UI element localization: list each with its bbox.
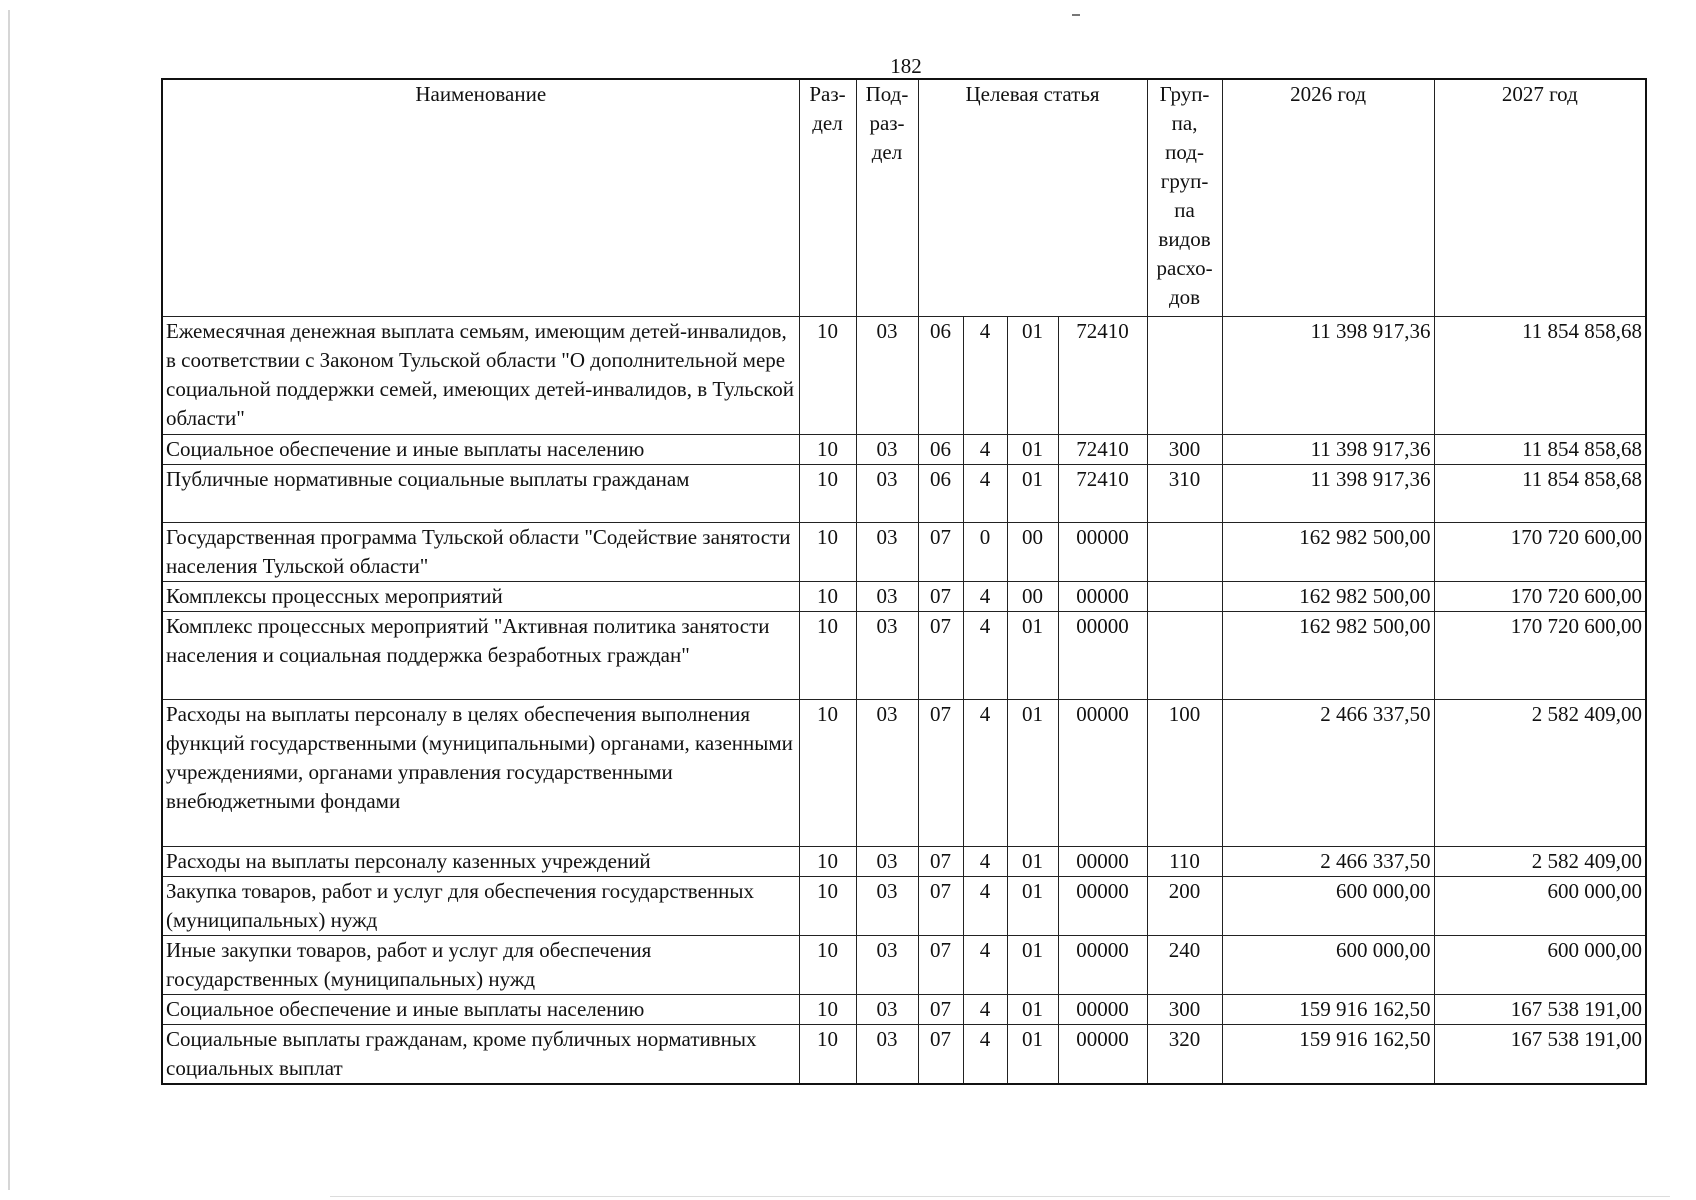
- row-podrazdel: 03: [856, 522, 918, 581]
- row-name: Расходы на выплаты персоналу в целях обеспечения выполнения функций государственными (муниципальными) органами, казенными учреждениями, органами управления государственными внебюджетными фондами: [162, 699, 799, 846]
- table-row: [162, 935, 1646, 994]
- row-podrazdel: 03: [856, 994, 918, 1024]
- row-ts-program: 07: [918, 994, 963, 1024]
- row-gruppa: [1147, 522, 1222, 581]
- row-ts-type: 4: [963, 464, 1007, 522]
- row-ts-direction: 72410: [1058, 464, 1147, 522]
- row-ts-direction: 72410: [1058, 316, 1147, 434]
- row-amount-2027: 11 854 858,68: [1434, 316, 1646, 434]
- row-ts-type: 4: [963, 581, 1007, 611]
- row-amount-2027: 600 000,00: [1434, 935, 1646, 994]
- row-amount-2027: 167 538 191,00: [1434, 994, 1646, 1024]
- row-ts-program: 07: [918, 611, 963, 699]
- table-row: [162, 522, 1646, 581]
- table-row: [162, 876, 1646, 935]
- row-gruppa: [1147, 611, 1222, 699]
- row-gruppa: 200: [1147, 876, 1222, 935]
- table-row: [162, 1024, 1646, 1084]
- budget-table: [161, 78, 1647, 1085]
- row-ts-structure: 00: [1007, 581, 1058, 611]
- row-ts-direction: 00000: [1058, 935, 1147, 994]
- row-ts-type: 4: [963, 994, 1007, 1024]
- row-ts-direction: 00000: [1058, 611, 1147, 699]
- row-ts-direction: 00000: [1058, 581, 1147, 611]
- row-ts-direction: 00000: [1058, 994, 1147, 1024]
- row-amount-2026: 600 000,00: [1222, 935, 1434, 994]
- row-ts-type: 4: [963, 434, 1007, 464]
- table-header-row: [162, 79, 1646, 316]
- row-amount-2026: 162 982 500,00: [1222, 611, 1434, 699]
- row-amount-2026: 159 916 162,50: [1222, 994, 1434, 1024]
- row-gruppa: 100: [1147, 699, 1222, 846]
- header-2026: 2026 год: [1222, 79, 1434, 316]
- row-ts-program: 07: [918, 876, 963, 935]
- row-ts-program: 07: [918, 522, 963, 581]
- table-row: [162, 611, 1646, 699]
- row-amount-2027: 2 582 409,00: [1434, 699, 1646, 846]
- header-gruppa: Груп- па, под- груп- па видов расхо- дов: [1147, 79, 1222, 316]
- row-ts-structure: 01: [1007, 611, 1058, 699]
- row-podrazdel: 03: [856, 611, 918, 699]
- row-ts-type: 4: [963, 611, 1007, 699]
- row-ts-structure: 01: [1007, 994, 1058, 1024]
- row-amount-2026: 159 916 162,50: [1222, 1024, 1434, 1084]
- row-ts-type: 4: [963, 699, 1007, 846]
- row-gruppa: 300: [1147, 434, 1222, 464]
- table-row: [162, 434, 1646, 464]
- row-podrazdel: 03: [856, 581, 918, 611]
- row-amount-2026: 11 398 917,36: [1222, 316, 1434, 434]
- row-podrazdel: 03: [856, 1024, 918, 1084]
- row-ts-structure: 01: [1007, 935, 1058, 994]
- row-amount-2027: 170 720 600,00: [1434, 611, 1646, 699]
- row-gruppa: 320: [1147, 1024, 1222, 1084]
- row-gruppa: [1147, 581, 1222, 611]
- table-row: [162, 464, 1646, 522]
- row-ts-type: 4: [963, 935, 1007, 994]
- row-ts-direction: 00000: [1058, 876, 1147, 935]
- row-amount-2027: 170 720 600,00: [1434, 581, 1646, 611]
- table-row: [162, 581, 1646, 611]
- row-amount-2026: 2 466 337,50: [1222, 699, 1434, 846]
- row-razdel: 10: [799, 316, 856, 434]
- row-amount-2026: 600 000,00: [1222, 876, 1434, 935]
- row-name: Публичные нормативные социальные выплаты гражданам: [162, 464, 799, 522]
- row-ts-program: 06: [918, 464, 963, 522]
- row-razdel: 10: [799, 935, 856, 994]
- row-ts-direction: 00000: [1058, 1024, 1147, 1084]
- row-razdel: 10: [799, 434, 856, 464]
- row-gruppa: 300: [1147, 994, 1222, 1024]
- row-amount-2026: 162 982 500,00: [1222, 522, 1434, 581]
- header-razdel: Раз- дел: [799, 79, 856, 316]
- row-name: Государственная программа Тульской области "Содействие занятости населения Тульской области": [162, 522, 799, 581]
- row-ts-structure: 01: [1007, 1024, 1058, 1084]
- row-ts-program: 06: [918, 434, 963, 464]
- table-body: [162, 316, 1646, 1084]
- row-gruppa: [1147, 316, 1222, 434]
- scan-mark-top: [1072, 14, 1080, 16]
- row-amount-2027: 11 854 858,68: [1434, 434, 1646, 464]
- row-razdel: 10: [799, 1024, 856, 1084]
- row-ts-structure: 01: [1007, 846, 1058, 876]
- table-row: [162, 699, 1646, 846]
- header-tselevaya-statya: Целевая статья: [918, 79, 1147, 316]
- table-row: [162, 846, 1646, 876]
- header-name: Наименование: [162, 79, 799, 316]
- table-row: [162, 994, 1646, 1024]
- row-ts-structure: 01: [1007, 434, 1058, 464]
- row-ts-program: 06: [918, 316, 963, 434]
- row-ts-type: 4: [963, 846, 1007, 876]
- row-amount-2027: 170 720 600,00: [1434, 522, 1646, 581]
- row-podrazdel: 03: [856, 846, 918, 876]
- row-ts-direction: 72410: [1058, 434, 1147, 464]
- row-razdel: 10: [799, 611, 856, 699]
- row-amount-2027: 167 538 191,00: [1434, 1024, 1646, 1084]
- row-amount-2026: 11 398 917,36: [1222, 464, 1434, 522]
- row-name: Комплексы процессных мероприятий: [162, 581, 799, 611]
- row-amount-2027: 2 582 409,00: [1434, 846, 1646, 876]
- row-podrazdel: 03: [856, 434, 918, 464]
- row-ts-structure: 01: [1007, 699, 1058, 846]
- header-podrazdel: Под- раз- дел: [856, 79, 918, 316]
- row-podrazdel: 03: [856, 699, 918, 846]
- scan-edge-bottom: [330, 1196, 1670, 1197]
- row-name: Социальные выплаты гражданам, кроме публичных нормативных социальных выплат: [162, 1024, 799, 1084]
- row-gruppa: 310: [1147, 464, 1222, 522]
- row-name: Иные закупки товаров, работ и услуг для обеспечения государственных (муниципальных) нужд: [162, 935, 799, 994]
- row-ts-type: 0: [963, 522, 1007, 581]
- row-ts-program: 07: [918, 846, 963, 876]
- row-razdel: 10: [799, 846, 856, 876]
- row-razdel: 10: [799, 464, 856, 522]
- row-ts-type: 4: [963, 1024, 1007, 1084]
- row-name: Ежемесячная денежная выплата семьям, имеющим детей-инвалидов, в соответствии с Законом Тульской области "О дополнительной мере социальной поддержки семей, имеющих детей-инвалидов, в Тульской области": [162, 316, 799, 434]
- row-razdel: 10: [799, 522, 856, 581]
- header-2027: 2027 год: [1434, 79, 1646, 316]
- row-ts-structure: 01: [1007, 316, 1058, 434]
- row-ts-direction: 00000: [1058, 699, 1147, 846]
- row-podrazdel: 03: [856, 876, 918, 935]
- page-number: 182: [890, 54, 922, 78]
- row-amount-2026: 162 982 500,00: [1222, 581, 1434, 611]
- row-ts-structure: 01: [1007, 464, 1058, 522]
- row-ts-program: 07: [918, 935, 963, 994]
- row-ts-direction: 00000: [1058, 846, 1147, 876]
- row-ts-program: 07: [918, 699, 963, 846]
- row-razdel: 10: [799, 876, 856, 935]
- row-ts-type: 4: [963, 316, 1007, 434]
- scan-edge-left: [8, 10, 10, 1190]
- row-name: Закупка товаров, работ и услуг для обеспечения государственных (муниципальных) нужд: [162, 876, 799, 935]
- row-ts-program: 07: [918, 581, 963, 611]
- row-amount-2027: 600 000,00: [1434, 876, 1646, 935]
- row-ts-structure: 00: [1007, 522, 1058, 581]
- row-amount-2027: 11 854 858,68: [1434, 464, 1646, 522]
- row-name: Расходы на выплаты персоналу казенных учреждений: [162, 846, 799, 876]
- row-razdel: 10: [799, 994, 856, 1024]
- row-name: Социальное обеспечение и иные выплаты населению: [162, 434, 799, 464]
- row-podrazdel: 03: [856, 464, 918, 522]
- row-razdel: 10: [799, 581, 856, 611]
- row-gruppa: 110: [1147, 846, 1222, 876]
- row-razdel: 10: [799, 699, 856, 846]
- row-ts-structure: 01: [1007, 876, 1058, 935]
- row-podrazdel: 03: [856, 935, 918, 994]
- row-ts-type: 4: [963, 876, 1007, 935]
- row-name: Комплекс процессных мероприятий "Активная политика занятости населения и социальная поддержка безработных граждан": [162, 611, 799, 699]
- row-ts-direction: 00000: [1058, 522, 1147, 581]
- row-amount-2026: 2 466 337,50: [1222, 846, 1434, 876]
- table-row: [162, 316, 1646, 434]
- row-podrazdel: 03: [856, 316, 918, 434]
- row-ts-program: 07: [918, 1024, 963, 1084]
- row-gruppa: 240: [1147, 935, 1222, 994]
- row-name: Социальное обеспечение и иные выплаты населению: [162, 994, 799, 1024]
- row-amount-2026: 11 398 917,36: [1222, 434, 1434, 464]
